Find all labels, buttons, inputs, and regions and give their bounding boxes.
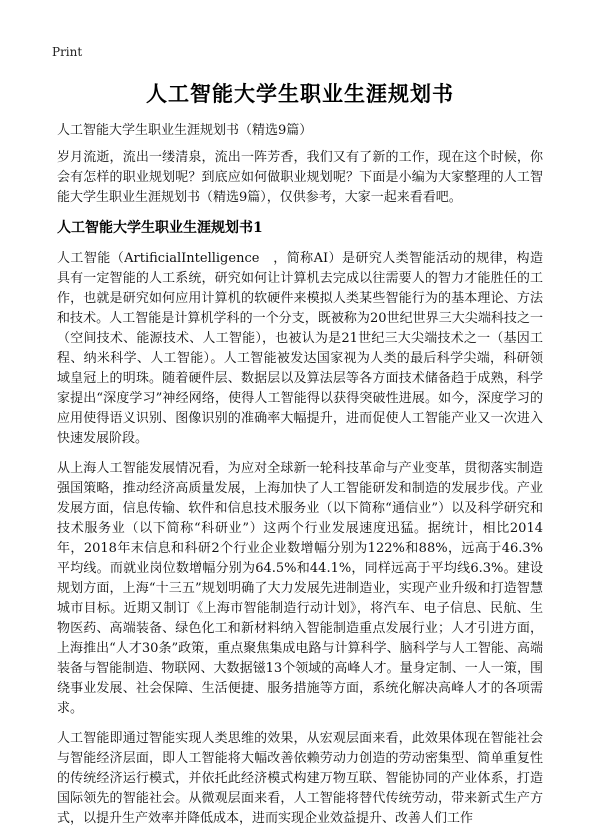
document-title: 人工智能大学生职业生涯规划书	[146, 81, 454, 106]
print-link[interactable]: Print	[52, 45, 83, 59]
intro-paragraph: 岁月流逝，流出一缕清泉，流出一阵芳香，我们又有了新的工作，现在这个时候，你会有怎样的职业规划呢？到底应如何做职业规划呢？下面是小编为大家整理的人工智能大学生职业生涯规划书（精选9篇），仅供参考，大家一起来看看吧。	[57, 150, 543, 205]
section-heading: 人工智能大学生职业生涯规划书1	[57, 220, 263, 236]
document-subtitle: 人工智能大学生职业生涯规划书（精选9篇）	[57, 123, 313, 138]
body-paragraph-3: 人工智能即通过智能实现人类思维的效果，从宏观层面来看，此效果体现在智能社会与智能经济层面，即人工智能将大幅改善依赖劳动力创造的劳动密集型、简单重复性的传统经济运行模式，并依托此经济模式构建万物互联、智能协同的产业体系，打造国际领先的智能社会。从微观层面来看，人工智能将替代传统劳动，带来新式生产方式，以提升生产效率并降低成本，进而实现企业效益提升、改善人们工作	[57, 731, 543, 826]
body-paragraph-2: 从上海人工智能发展情况看，为应对全球新一轮科技革命与产业变革，贯彻落实制造强国策略，推动经济高质量发展，上海加快了人工智能研发和制造的发展步伐。产业发展方面，信息传输、软件和信息技术服务业（以下简称“通信业”）以及科学研究和技术服务业（以下简称“科研业”）这两个行业发展速度迅猛。据统计，相比2014年，2018年末信息和科研2个行业企业数增幅分别为122%和88%，远高于46.3%平均线。而就业岗位数增幅分别为64.5%和44.1%，同样远高于平均线6.3%。建设规划方面，上海“十三五”规划明确了大力发展先进制造业，实现产业升级和打造智慧城市目标。近期又制订《上海市智能制造行动计划》，将汽车、电子信息、民航、生物医药、高端装备、绿色化工和新材料纳入智能制造重点发展行业；人才引进方面，上海推出“人才30条”政策，重点聚焦集成电路与计算科学、脑科学与人工智能、高端装备与智能制造、物联网、大数据镃13个领域的高峰人才。量身定制、一人一策，围绕事业发展、社会保障、生活便捷、服务措施等方面，系统化解决高峰人才的各项需求。	[57, 461, 543, 716]
body-paragraph-1: 人工智能（ArtificialIntelligence ，简称AI）是研究人类智能活动的规律，构造具有一定智能的人工系统，研究如何让计算机去完成以往需要人的智力才能胜任的工作，也就是研究如何应用计算机的软硬件来模拟人类某些智能行为的基本理论、方法和技术。人工智能是计算机学科的一个分支，既被称为20世纪世界三大尖端科技之一（空间技术、能源技术、人工智能），也被认为是21世纪三大尖端技术之一（基因工程、纳米科学、人工智能）。人工智能被发达国家视为人类的最后科学尖端，科研领域皇冠上的明珠。随着硬件层、数据层以及算法层等各方面技术储备趋于成熟，科学家提出“深度学习”神经网络，使得人工智能得以获得突破性进展。如今，深度学习的应用使得语义识别、图像识别的准确率大幅提升，进而促使人工智能产业又一次进入快速发展阶段。	[57, 251, 543, 446]
document-body	[57, 148, 543, 839]
